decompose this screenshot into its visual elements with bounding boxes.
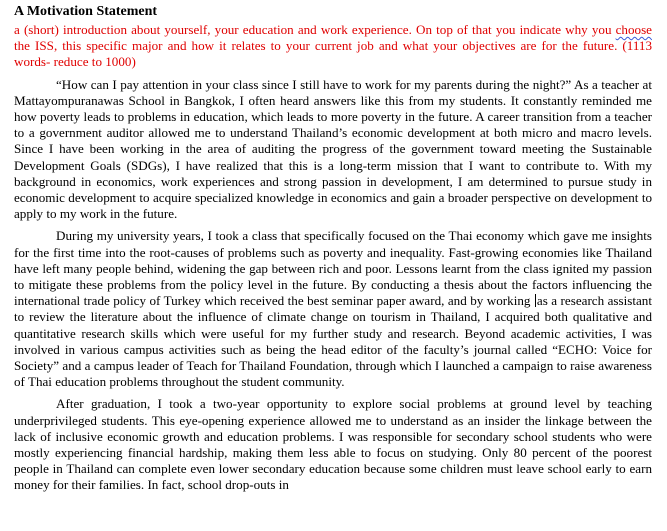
paragraph-2: [14, 228, 652, 390]
paragraph-2-text-end: as a research assistant to review the literature about the influence of climate change on tourism in Thailand, I acquired both qualitative and quantitative research skills which were useful for my further study and research. Beyond academic activities, I was involved in various campus activities such as being the head editor of the faculty’s journal called “ECHO: Voice for Society” and a campus leader of Teach for Thailand Foundation, through which I launched a campaign to raise awareness of Thai education problems throughout the student community.: [14, 293, 652, 390]
instruction-note: [14, 22, 652, 71]
text-cursor: [535, 294, 536, 307]
spellcheck-flagged-word[interactable]: choose: [615, 22, 652, 37]
paragraph-1: “How can I pay attention in your class since I still have to work for my parents during the night?” As a teacher at Mattayompuranawas School in Bangkok, I often heard answers like this from my students. It constantly reminded me how poverty leads to problems in education, which leads to more poverty in the future. A career transition from a teacher to a government auditor allowed me to understand Thailand’s economic development at both micro and macro levels. Since I have been working in the area of auditing the progress of the government toward meeting the Sustainable Development Goals (SDGs), I have realized that this is a long-term mission that I want to contribute to. With my background in economics, work experiences and strong passion in development, I am determined to pursue study in economic development to acquire specialized knowledge in economics and gain a broader perspective on development to apply to my work in the future.: [14, 76, 652, 222]
paragraph-3: After graduation, I took a two-year opportunity to explore social problems at ground level by teaching underprivileged students. This eye-opening experience allowed me to understand as an insider the linkage between the lack of inclusive economic growth and education problems. I was responsible for secondary school students who were mostly experiencing financial hardship, making them less able to focus on studying. Only 80 percent of the poorest people in Thailand can complete even lower secondary education because some children must leave school early to earn money for their families. In fact, school drop-outs in: [14, 396, 652, 493]
document-title: A Motivation Statement: [14, 4, 158, 19]
instruction-text-start: a (short) introduction about yourself, your education and work experience. On top of that you indicate why you: [14, 22, 616, 37]
paragraph-2-text-start: During my university years, I took a class that specifically focused on the Thai economy which gave me insights for the first time into the root-causes of problems such as poverty and inequality. Fast-growing economies like Thailand have left many people behind, widening the gap between rich and poor. Lessons learnt from the class ignited my passion to mitigate these problems from the policy level in the future. By conducting a thesis about the factors influencing the international trade policy of Turkey which received the best seminar paper award, and by working: [14, 228, 652, 309]
instruction-text-end: the ISS, this specific major and how it relates to your current job and what your objectives are for the future. (1113 words- reduce to 1000): [14, 38, 652, 70]
document-page[interactable]: [14, 3, 652, 500]
